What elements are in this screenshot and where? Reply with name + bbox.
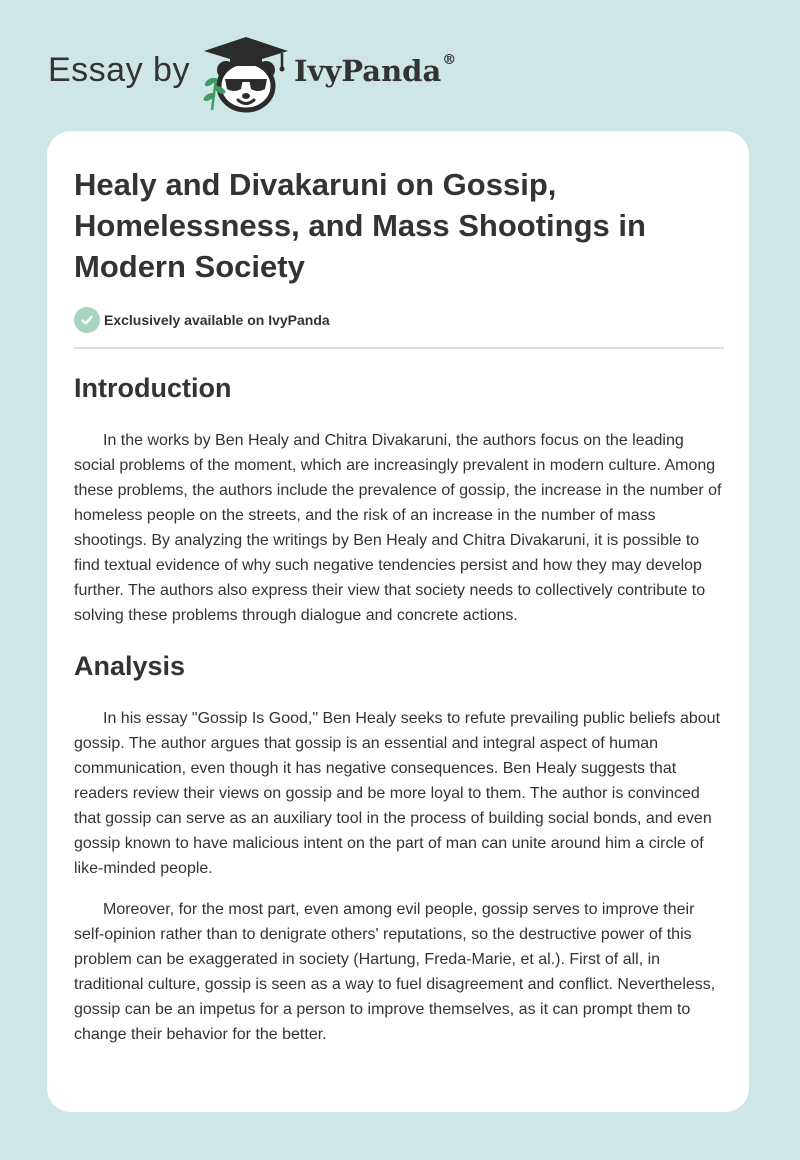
essay-title: Healy and Divakaruni on Gossip, Homelessness, and Mass Shootings in Modern Society	[74, 167, 646, 284]
paragraph: In the works by Ben Healy and Chitra Divakaruni, the authors focus on the leading social problems of the moment, which are increasingly prevalent in modern culture. Among these problems, the authors include the prevalence of gossip, the increase in the number of homeless people on the streets, and the risk of an increase in the number of mass shootings. By analyzing the writings by Ben Healy and Chitra Divakaruni, it is possible to find textual evidence of why such negative tendencies persist and how they may develop further. The authors also express their view that society needs to collectively contribute to solving these problems through dialogue and concrete actions.	[74, 432, 722, 624]
panda-graduation-cap-icon	[200, 34, 292, 114]
paragraph: Moreover, for the most part, even among evil people, gossip serves to improve their self-opinion rather than to denigrate others' reputations, so the destructive power of this problem can be exaggerated in society (Hartung, Freda-Marie, et al.). First of all, in traditional culture, gossip is seen as a way to fuel disagreement and conflict. Nevertheless, gossip can be an impetus for a person to improve themselves, as it can prompt them to change their behavior for the better.	[74, 901, 716, 1043]
brand-name-text: IvyPanda	[294, 54, 442, 88]
brand-header	[48, 34, 488, 114]
brand-name	[294, 54, 456, 88]
title-divider	[74, 347, 724, 349]
exclusive-badge	[74, 307, 724, 333]
brand-prefix: Essay by	[48, 51, 190, 89]
check-icon	[74, 307, 100, 333]
section-heading: Introduction	[74, 373, 232, 403]
registered-mark: ®	[442, 52, 457, 68]
section-heading: Analysis	[74, 651, 186, 681]
paragraph: In his essay "Gossip Is Good," Ben Healy seeks to refute prevailing public beliefs about gossip. The author argues that gossip is an essential and integral aspect of human communication, even though it has negative consequences. Ben Healy suggests that readers review their views on gossip and be more loyal to them. The author is convinced that gossip can serve as an auxiliary tool in the process of building social bonds, and even gossip known to have malicious intent on the part of man can unite around him a circle of like-minded people.	[74, 710, 721, 877]
essay-card	[47, 131, 749, 1112]
essay-content	[74, 164, 724, 1047]
section-analysis	[74, 650, 724, 1047]
exclusive-badge-text: Exclusively available on IvyPanda	[104, 312, 330, 328]
section-introduction	[74, 372, 724, 628]
